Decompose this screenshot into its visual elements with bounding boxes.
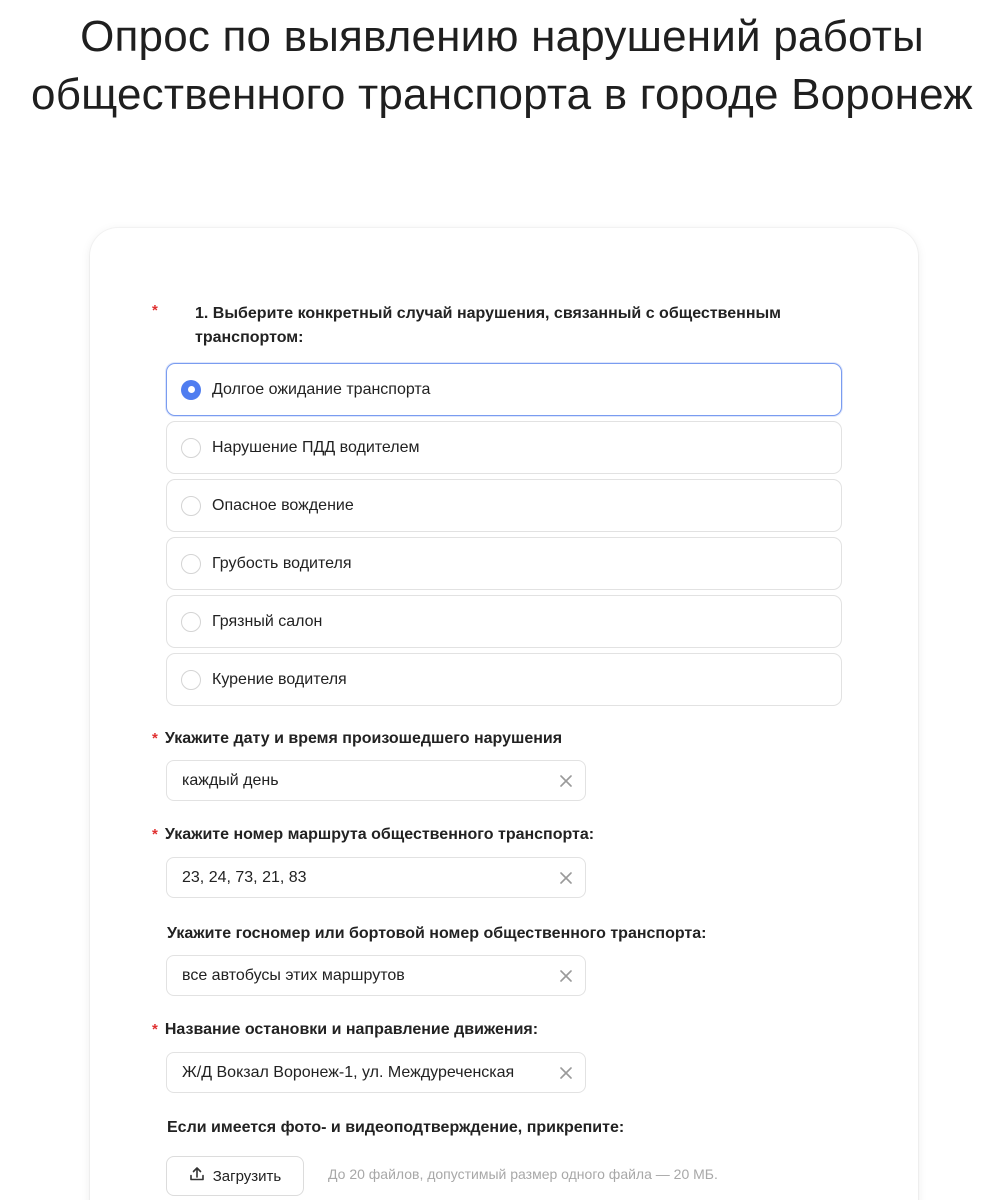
datetime-field[interactable] bbox=[166, 760, 586, 801]
route-label-text: Укажите номер маршрута общественного транспорта: bbox=[164, 826, 595, 843]
upload-icon bbox=[189, 1166, 205, 1187]
option-dirty-cabin[interactable] bbox=[166, 595, 842, 648]
close-icon[interactable] bbox=[559, 1066, 573, 1080]
option-label: Долгое ожидание транспорта bbox=[212, 380, 431, 398]
close-icon[interactable] bbox=[559, 774, 573, 788]
option-rude-driver[interactable] bbox=[166, 537, 842, 590]
radio-unchecked-icon[interactable] bbox=[181, 670, 201, 690]
option-traffic-violation[interactable] bbox=[166, 421, 842, 474]
radio-unchecked-icon[interactable] bbox=[181, 612, 201, 632]
question-1-text: 1. Выберите конкретный случай нарушения, связанный с общественным транспортом: bbox=[195, 305, 781, 346]
option-label: Опасное вождение bbox=[212, 496, 354, 514]
vehicle-label: Укажите госномер или бортовой номер общественного транспорта: bbox=[167, 925, 707, 942]
option-driver-smoking[interactable] bbox=[166, 653, 842, 706]
radio-unchecked-icon[interactable] bbox=[181, 496, 201, 516]
option-label: Нарушение ПДД водителем bbox=[212, 438, 420, 456]
stop-field[interactable] bbox=[166, 1052, 586, 1093]
vehicle-value[interactable]: все автобусы этих маршрутов bbox=[182, 966, 405, 984]
required-mark: * bbox=[152, 730, 158, 747]
datetime-value[interactable]: каждый день bbox=[182, 771, 279, 789]
option-label: Курение водителя bbox=[212, 670, 347, 688]
option-long-wait[interactable] bbox=[166, 363, 842, 416]
stop-label bbox=[152, 1020, 538, 1040]
stop-value[interactable]: Ж/Д Вокзал Воронеж-1, ул. Междуреченская bbox=[182, 1063, 515, 1081]
stop-label-text: Название остановки и направление движения: bbox=[164, 1021, 539, 1038]
route-field[interactable] bbox=[166, 857, 586, 898]
radio-unchecked-icon[interactable] bbox=[181, 554, 201, 574]
route-label bbox=[152, 825, 594, 845]
datetime-label-text: Укажите дату и время произошедшего нарушения bbox=[164, 730, 563, 747]
question-1-options bbox=[166, 363, 842, 711]
option-label: Грубость водителя bbox=[212, 554, 352, 572]
attachments-label: Если имеется фото- и видеоподтверждение, прикрепите: bbox=[167, 1119, 625, 1136]
upload-button[interactable] bbox=[166, 1156, 304, 1196]
upload-hint: До 20 файлов, допустимый размер одного файла — 20 МБ. bbox=[328, 1166, 718, 1182]
required-mark: * bbox=[152, 302, 158, 319]
option-label: Грязный салон bbox=[212, 612, 323, 630]
close-icon[interactable] bbox=[559, 871, 573, 885]
close-icon[interactable] bbox=[559, 969, 573, 983]
upload-button-label: Загрузить bbox=[212, 1167, 282, 1185]
required-mark: * bbox=[152, 826, 158, 843]
page-title: Опрос по выявлению нарушений работы общественного транспорта в городе Воронеж bbox=[31, 12, 973, 119]
vehicle-field[interactable] bbox=[166, 955, 586, 996]
radio-unchecked-icon[interactable] bbox=[181, 438, 201, 458]
required-mark: * bbox=[152, 1021, 158, 1038]
option-dangerous-driving[interactable] bbox=[166, 479, 842, 532]
route-value[interactable]: 23, 24, 73, 21, 83 bbox=[182, 868, 307, 886]
datetime-label bbox=[152, 729, 562, 749]
radio-checked-icon[interactable] bbox=[181, 380, 201, 400]
